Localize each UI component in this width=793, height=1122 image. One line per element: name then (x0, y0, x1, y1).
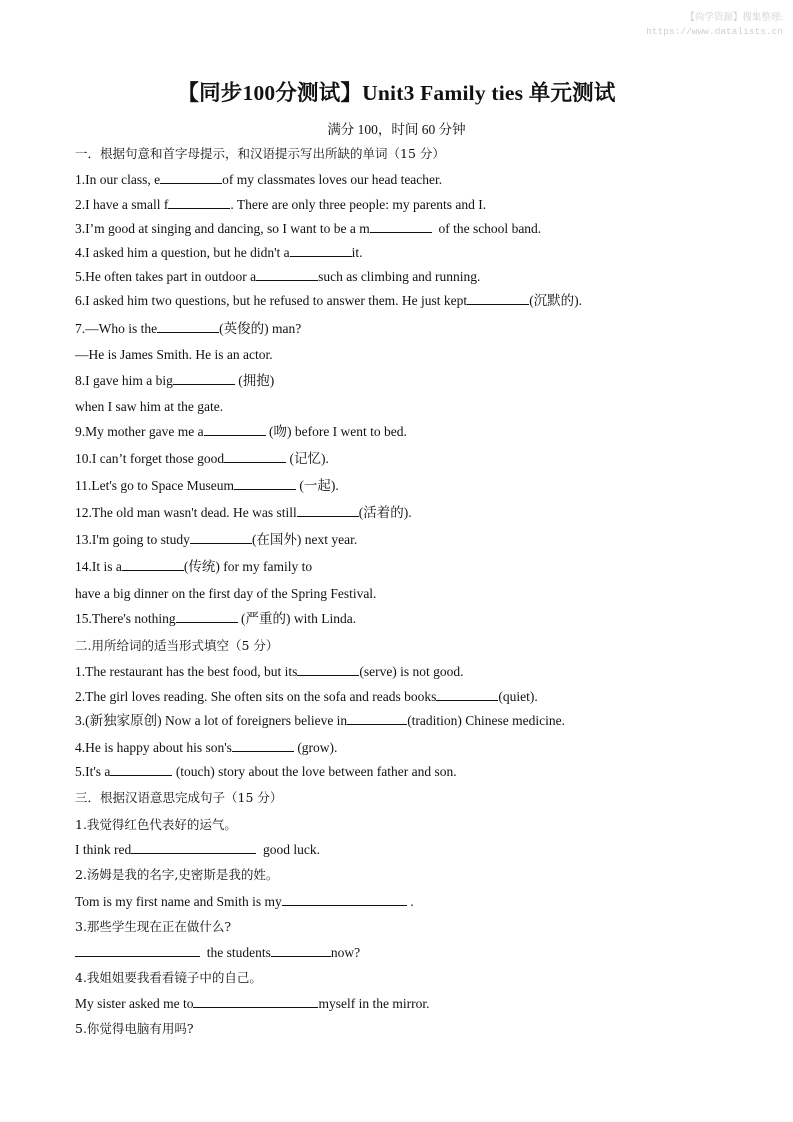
question-text: (一起). (296, 478, 339, 493)
question-text: 11.Let's go to Space Museum (75, 478, 235, 493)
answer-blank[interactable] (75, 944, 200, 957)
question-text: Tom is my first name and Smith is my (75, 894, 282, 909)
answer-blank[interactable] (467, 292, 529, 305)
question-1-7-answer: —He is James Smith. He is an actor. (75, 347, 273, 362)
answer-blank[interactable] (224, 450, 286, 463)
question-text: (grow). (293, 740, 338, 755)
question-text: 1.In our class, e (75, 172, 161, 187)
answer-blank[interactable] (370, 220, 432, 233)
question-text: such as climbing and running. (318, 269, 481, 284)
answer-blank[interactable] (131, 841, 256, 854)
question-1-7 (75, 320, 301, 338)
question-text: 10.I can’t forget those good (75, 451, 225, 466)
question-text: (严重的) with Linda. (237, 611, 357, 626)
question-2-2 (75, 688, 538, 706)
question-text: 13.I'm going to study (75, 532, 190, 547)
question-text: 7.—Who is the (75, 321, 158, 336)
answer-blank[interactable] (168, 196, 230, 209)
question-1-1 (75, 171, 442, 189)
question-text: My sister asked me to (75, 996, 194, 1011)
question-text: 4.I asked him a question, but he didn't a (75, 245, 290, 260)
question-text: myself in the mirror. (318, 996, 430, 1011)
question-text: . There are only three people: my parents and I. (230, 197, 487, 212)
page-subtitle: 满分 100，时间 60 分钟 (327, 122, 466, 137)
question-text: it. (351, 245, 363, 260)
answer-blank[interactable] (122, 558, 184, 571)
question-3-4-prompt: 4.我姐姐要我看看镜子中的自己。 (75, 970, 262, 985)
answer-blank[interactable] (297, 504, 359, 517)
question-text: (传统) for my family to (183, 559, 313, 574)
question-3-2-prompt: 2.汤姆是我的名字,史密斯是我的姓。 (75, 867, 279, 882)
question-3-1 (75, 841, 320, 859)
question-text: 3.I’m good at singing and dancing, so I want to be a m (75, 221, 370, 236)
question-1-6 (75, 292, 582, 310)
question-text: (英俊的) man? (219, 321, 302, 336)
question-2-5 (75, 763, 457, 781)
answer-blank[interactable] (157, 320, 219, 333)
question-1-11 (75, 477, 339, 495)
section2-heading: 二.用所给词的适当形式填空（5 分） (75, 638, 279, 653)
question-1-4 (75, 244, 363, 262)
question-2-1 (75, 663, 464, 681)
question-text: 9.My mother gave me a (75, 424, 204, 439)
section3-heading: 三．根据汉语意思完成句子（15 分） (75, 790, 283, 805)
watermark (646, 12, 783, 38)
question-text: (吻) before I went to bed. (265, 424, 407, 439)
question-1-13 (75, 531, 357, 549)
question-1-14-cont: have a big dinner on the first day of the Spring Festival. (75, 586, 377, 601)
question-text: (serve) is not good. (359, 664, 464, 679)
answer-blank[interactable] (232, 739, 294, 752)
question-2-3 (75, 712, 565, 730)
question-1-12 (75, 504, 412, 522)
question-3-1-prompt: 1.我觉得红色代表好的运气。 (75, 817, 237, 832)
question-text: 14.It is a (75, 559, 122, 574)
question-text: (活着的). (358, 505, 412, 520)
section1-heading: 一．根据句意和首字母提示，和汉语提示写出所缺的单词（15 分） (75, 146, 445, 161)
question-1-9 (75, 423, 407, 441)
question-1-15 (75, 610, 356, 628)
answer-blank[interactable] (190, 531, 252, 544)
answer-blank[interactable] (173, 372, 235, 385)
answer-blank[interactable] (271, 944, 331, 957)
answer-blank[interactable] (256, 268, 318, 281)
answer-blank[interactable] (297, 663, 359, 676)
answer-blank[interactable] (234, 477, 296, 490)
answer-blank[interactable] (290, 244, 352, 257)
answer-blank[interactable] (204, 423, 266, 436)
question-text: 15.There's nothing (75, 611, 176, 626)
question-text: (拥抱) (234, 373, 275, 388)
page-title: 【同步100分测试】Unit3 Family ties 单元测试 (177, 81, 616, 105)
question-text: I think red (75, 842, 132, 857)
question-1-8-cont: when I saw him at the gate. (75, 399, 224, 414)
watermark-url: https://www.datalists.cn (646, 26, 783, 37)
question-text: (记忆). (286, 451, 329, 466)
question-text: (touch) story about the love between father and son. (172, 764, 457, 779)
question-text: (quiet). (498, 689, 538, 704)
question-text: 12.The old man wasn't dead. He was still (75, 505, 297, 520)
watermark-source: 【尚学资源】搜集整理: (685, 13, 783, 23)
question-1-3 (75, 220, 541, 238)
question-1-14 (75, 558, 312, 576)
answer-blank[interactable] (160, 171, 222, 184)
question-text: (在国外) next year. (251, 532, 358, 547)
question-text: of my classmates loves our head teacher. (222, 172, 443, 187)
question-text: good luck. (256, 842, 320, 857)
question-1-8 (75, 372, 274, 390)
question-text: (沉默的). (529, 293, 583, 308)
question-3-3 (75, 944, 360, 962)
question-1-5 (75, 268, 480, 286)
question-text: 5.He often takes part in outdoor a (75, 269, 257, 284)
question-text: of the school band. (431, 221, 542, 236)
question-text: 4.He is happy about his son's (75, 740, 232, 755)
question-text: 2.I have a small f (75, 197, 169, 212)
answer-blank[interactable] (282, 893, 407, 906)
question-1-10 (75, 450, 329, 468)
answer-blank[interactable] (193, 995, 318, 1008)
question-3-5-prompt: 5.你觉得电脑有用吗? (75, 1021, 194, 1036)
question-text: 3.(新独家原创) Now a lot of foreigners believe in (75, 713, 348, 728)
question-text: 8.I gave him a big (75, 373, 173, 388)
answer-blank[interactable] (176, 610, 238, 623)
question-text: 6.I asked him two questions, but he refused to answer them. He just kept (75, 293, 468, 308)
answer-blank[interactable] (347, 712, 407, 725)
question-text: 2.The girl loves reading. She often sits on the sofa and reads books (75, 689, 437, 704)
question-1-2 (75, 196, 486, 214)
question-text: 1.The restaurant has the best food, but its (75, 664, 298, 679)
question-3-4 (75, 995, 429, 1013)
answer-blank[interactable] (110, 763, 172, 776)
question-text: the students (200, 945, 271, 960)
question-text: . (406, 894, 414, 909)
answer-blank[interactable] (436, 688, 498, 701)
question-3-2 (75, 893, 414, 911)
question-text: 5.It's a (75, 764, 111, 779)
question-2-4 (75, 739, 337, 757)
question-3-3-prompt: 3.那些学生现在正在做什么? (75, 919, 232, 934)
question-text: now? (330, 945, 361, 960)
question-text: (tradition) Chinese medicine. (407, 713, 566, 728)
